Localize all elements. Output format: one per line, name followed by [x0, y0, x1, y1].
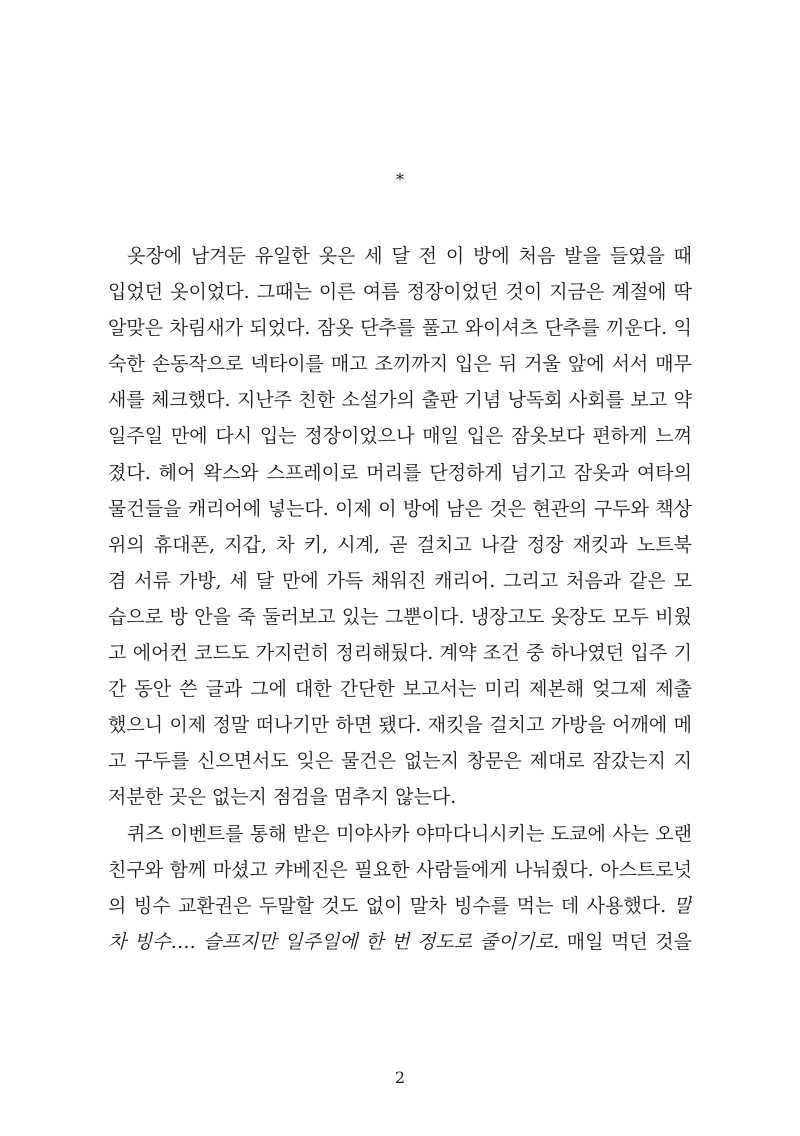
text-segment: 의 빙수 교환권은 두말할 것도 없이 말차 빙수를 먹는 데 사용했다.	[108, 894, 667, 917]
text-segment: 매일 먹던 것을	[559, 930, 692, 953]
text-line: 저분한 곳은 없는지 점검을 멈추지 않는다.	[108, 786, 457, 809]
text-line: 간 동안 쓴 글과 그에 대한 간단한 보고서는 미리 제본해 엊그제 제출	[108, 678, 692, 701]
text-line: 위의 휴대폰, 지갑, 차 키, 시계, 곧 걸치고 나갈 정장 재킷과 노트북	[108, 533, 692, 556]
paragraph-2	[108, 816, 692, 960]
text-line: 고 에어컨 코드도 가지런히 정리해뒀다. 계약 조건 중 하나였던 입주 기	[108, 642, 692, 665]
text-line: 고 구두를 신으면서도 잊은 물건은 없는지 창문은 제대로 잠갔는지 지	[108, 750, 692, 773]
text-line: 일주일 만에 다시 입는 정장이었으나 매일 입은 잠옷보다 편하게 느껴	[108, 425, 692, 448]
italic-text: 차 빙수…. 슬프지만 일주일에 한 번 정도로 줄이기로.	[108, 930, 560, 953]
text-line: 퀴즈 이벤트를 통해 받은 미야사카 야마다니시키는 도쿄에 사는 오랜	[127, 822, 692, 845]
italic-text: 말	[673, 894, 692, 917]
text-line: 습으로 방 안을 죽 둘러보고 있는 그뿐이다. 냉장고도 옷장도 모두 비웠	[108, 605, 692, 628]
text-line: 새를 체크했다. 지난주 친한 소설가의 출판 기념 낭독회 사회를 보고 약	[108, 389, 692, 412]
text-line: 졌다. 헤어 왁스와 스프레이로 머리를 단정하게 넘기고 잠옷과 여타의	[108, 461, 692, 484]
text-line: 겸 서류 가방, 세 달 만에 가득 채워진 캐리어. 그리고 처음과 같은 모	[108, 569, 692, 592]
text-line: 했으니 이제 정말 떠나기만 하면 됐다. 재킷을 걸치고 가방을 어깨에 메	[108, 714, 692, 737]
text-line	[108, 924, 692, 960]
text-line: 옷장에 남겨둔 유일한 옷은 세 달 전 이 방에 처음 발을 들였을 때	[127, 245, 692, 267]
page-number: 2	[394, 1068, 406, 1087]
text-line: 입었던 옷이었다. 그때는 이른 여름 정장이었던 것이 지금은 계절에 딱	[108, 281, 692, 304]
paragraph-1	[108, 238, 692, 816]
text-line	[108, 888, 692, 924]
text-line: 친구와 함께 마셨고 캬베진은 필요한 사람들에게 나눠줬다. 아스트로넛	[108, 858, 692, 881]
text-line: 숙한 손동작으로 넥타이를 매고 조끼까지 입은 뒤 거울 앞에 서서 매무	[108, 353, 692, 376]
body-text	[108, 238, 692, 960]
text-line: 알맞은 차림새가 되었다. 잠옷 단추를 풀고 와이셔츠 단추를 끼운다. 익	[108, 317, 692, 340]
text-line: 물건들을 캐리어에 넣는다. 이제 이 방에 남은 것은 현관의 구두와 책상	[108, 497, 692, 520]
section-separator: *	[396, 170, 404, 189]
